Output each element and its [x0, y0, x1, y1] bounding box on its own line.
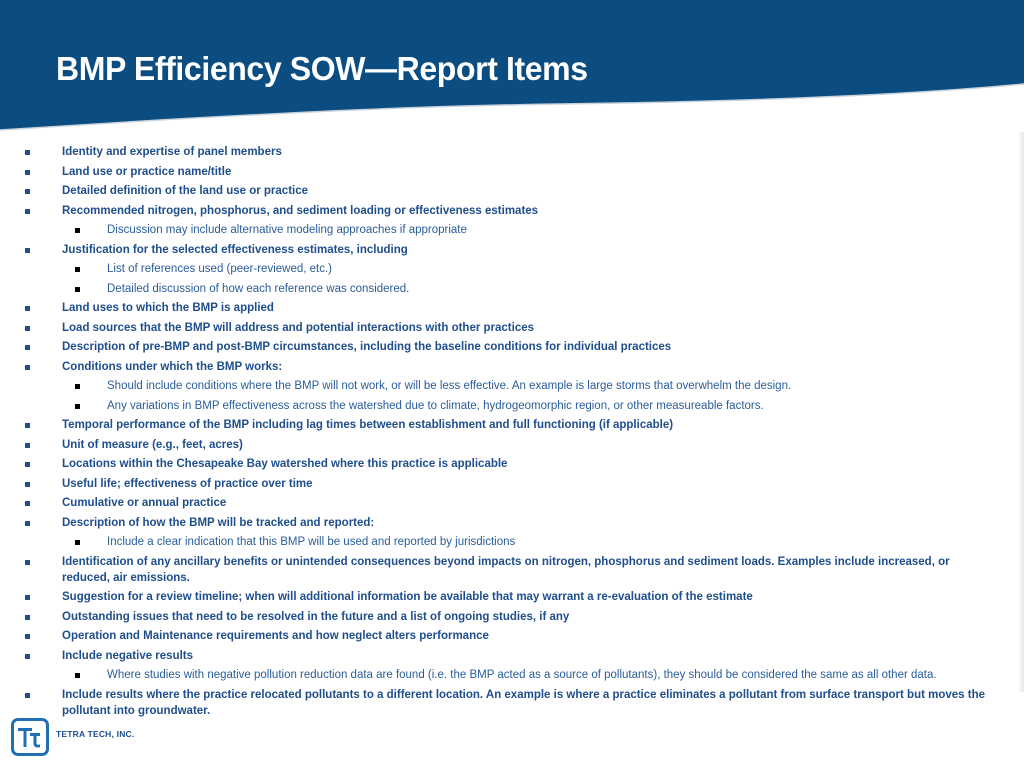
- square-bullet-icon: [75, 404, 80, 409]
- square-bullet-icon: [25, 150, 30, 155]
- list-item: [0, 183, 1000, 199]
- list-item: [0, 320, 1000, 336]
- list-item: [0, 164, 1000, 180]
- square-bullet-icon: [25, 248, 30, 253]
- square-bullet-icon: [25, 365, 30, 370]
- list-item-text: Detailed discussion of how each reference was considered.: [107, 282, 410, 295]
- list-item-text: Identity and expertise of panel members: [62, 146, 282, 158]
- list-item-text: Unit of measure (e.g., feet, acres): [62, 438, 243, 451]
- sub-list-item: [0, 281, 1000, 297]
- square-bullet-icon: [25, 189, 30, 194]
- list-item-text: Discussion may include alternative modeling approaches if appropriate: [107, 224, 467, 236]
- list-item: [0, 648, 1000, 664]
- sub-list-item: [0, 398, 1000, 414]
- list-item: [0, 515, 1000, 531]
- list-item-text: Description of how the BMP will be tracked and reported:: [62, 516, 375, 529]
- list-item: [0, 687, 1000, 719]
- sub-list-item: [0, 378, 1000, 394]
- list-item: [0, 417, 1000, 433]
- square-bullet-icon: [75, 287, 80, 292]
- square-bullet-icon: [25, 326, 30, 331]
- list-item-text: Where studies with negative pollution reduction data are found (i.e. the BMP acted as a source of pollutants), they should be considered the same as all other data.: [107, 669, 937, 681]
- square-bullet-icon: [25, 306, 30, 311]
- list-item-text: Outstanding issues that need to be resolved in the future and a list of ongoing studies, if any: [62, 610, 570, 623]
- list-item: [0, 495, 1000, 511]
- list-item: [0, 609, 1000, 625]
- company-name: TETRA TECH, INC.: [56, 729, 135, 739]
- square-bullet-icon: [25, 209, 30, 214]
- list-item-text: Load sources that the BMP will address and potential interactions with other practices: [62, 321, 535, 334]
- square-bullet-icon: [25, 423, 30, 428]
- list-item: [0, 242, 1000, 258]
- list-item-text: Detailed definition of the land use or practice: [62, 185, 309, 197]
- tetra-tech-logo-icon: [11, 718, 49, 756]
- square-bullet-icon: [75, 228, 80, 233]
- square-bullet-icon: [75, 267, 80, 272]
- square-bullet-icon: [25, 501, 30, 506]
- list-item-text: List of references used (peer-reviewed, etc.): [107, 263, 332, 275]
- list-item-text: Locations within the Chesapeake Bay watershed where this practice is applicable: [62, 458, 508, 470]
- square-bullet-icon: [25, 654, 30, 659]
- list-item: [0, 476, 1000, 492]
- list-item-text: Description of pre-BMP and post-BMP circumstances, including the baseline conditions for individual practices: [62, 341, 672, 353]
- list-item-text: Suggestion for a review timeline; when will additional information be available that may warrant a re-evaluation of the estimate: [62, 591, 753, 603]
- square-bullet-icon: [25, 462, 30, 467]
- right-edge-shadow: [1018, 132, 1024, 692]
- square-bullet-icon: [25, 170, 30, 175]
- list-item-text: Justification for the selected effectiveness estimates, including: [62, 243, 408, 256]
- list-item: [0, 437, 1000, 453]
- square-bullet-icon: [75, 384, 80, 389]
- list-item: [0, 589, 1000, 605]
- list-item-text: Operation and Maintenance requirements and how neglect alters performance: [62, 630, 489, 642]
- list-item: [0, 628, 1000, 644]
- list-item-text: Recommended nitrogen, phosphorus, and sediment loading or effectiveness estimates: [62, 204, 539, 217]
- square-bullet-icon: [25, 693, 30, 698]
- square-bullet-icon: [25, 615, 30, 620]
- list-item: [0, 339, 1000, 355]
- sub-list-item: [0, 222, 1000, 238]
- list-item-text: Conditions under which the BMP works:: [62, 360, 283, 373]
- list-item-text: Land uses to which the BMP is applied: [62, 302, 274, 314]
- list-item: [0, 554, 1000, 586]
- list-item-text: Should include conditions where the BMP will not work, or will be less effective. An example is large storms that overwhelm the design.: [107, 380, 792, 392]
- sub-list-item: [0, 261, 1000, 277]
- sub-list-item: [0, 534, 1000, 550]
- list-item: [0, 144, 1000, 160]
- square-bullet-icon: [25, 345, 30, 350]
- square-bullet-icon: [25, 521, 30, 526]
- list-item-text: Land use or practice name/title: [62, 165, 232, 178]
- sub-list-item: [0, 667, 1000, 683]
- list-item-text: Cumulative or annual practice: [62, 497, 227, 509]
- list-item: [0, 456, 1000, 472]
- list-item-text: Include results where the practice relocated pollutants to a different location. An example is where a practice eliminates a pollutant from surface transport but moves the pollutant into groundwater.: [62, 688, 985, 717]
- list-item: [0, 203, 1000, 219]
- list-item-text: Identification of any ancillary benefits or unintended consequences beyond impacts on nitrogen, phosphorus and sediment loads. Examples include increased, or reduced, air emissions.: [62, 555, 950, 584]
- bullet-list: [0, 144, 1000, 722]
- square-bullet-icon: [25, 482, 30, 487]
- square-bullet-icon: [75, 673, 80, 678]
- square-bullet-icon: [25, 443, 30, 448]
- list-item: [0, 300, 1000, 316]
- slide-title: BMP Efficiency SOW—Report Items: [56, 50, 588, 87]
- list-item-text: Useful life; effectiveness of practice over time: [62, 477, 313, 490]
- square-bullet-icon: [25, 595, 30, 600]
- list-item-text: Include negative results: [62, 649, 194, 662]
- list-item: [0, 359, 1000, 375]
- list-item-text: Any variations in BMP effectiveness across the watershed due to climate, hydrogeomorphic region, or other measureable factors.: [107, 399, 764, 412]
- list-item-text: Temporal performance of the BMP including lag times between establishment and full functioning (if applicable): [62, 419, 674, 431]
- square-bullet-icon: [75, 540, 80, 545]
- list-item-text: Include a clear indication that this BMP will be used and reported by jurisdictions: [107, 536, 516, 548]
- square-bullet-icon: [25, 634, 30, 639]
- square-bullet-icon: [25, 560, 30, 565]
